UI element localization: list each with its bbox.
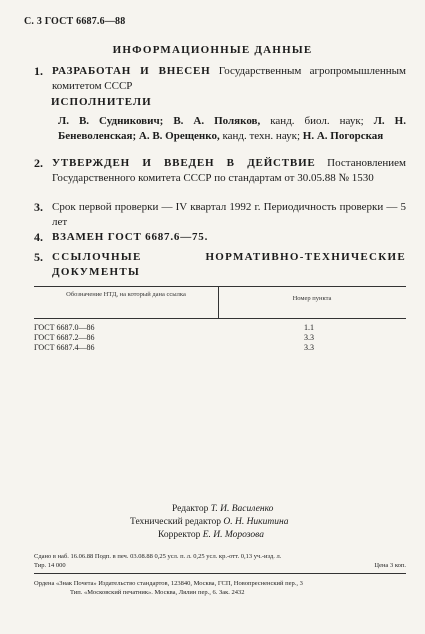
section-number: 5. (34, 250, 43, 264)
table-header-document: Обозначение НТД, на который дана ссылка (66, 291, 186, 298)
table-row (34, 343, 406, 353)
performer-names: Н. А. Погорская (302, 130, 384, 142)
table-cell-clause: 3.3 (304, 343, 314, 352)
tech-editor-label: Технический редактор (130, 517, 221, 527)
table-row (34, 333, 406, 343)
section-number: 1. (34, 64, 43, 78)
section-number: 2. (34, 156, 43, 170)
section-text: Срок первой проверки — IV квартал 1992 г. Периодичность проверки — 5 лет (52, 201, 406, 228)
section-heading: ВЗАМЕН ГОСТ 6687.6—75. (52, 231, 209, 243)
imprint-rule (34, 573, 406, 574)
imprint-circulation: Тир. 14 000 (34, 562, 66, 569)
section-1 (34, 64, 406, 94)
imprint-print-data: Сдано в наб. 16.06.88 Подп. в печ. 03.08.88 0,25 усл. п. л. 0,25 усл. кр.-отт. 0,13 уч.-изд. л. (34, 553, 282, 560)
section-heading: ССЫЛОЧНЫЕ НОРМАТИВНО-ТЕХНИЧЕСКИЕ ДОКУМЕНТЫ (52, 251, 406, 278)
table-row (34, 323, 406, 333)
section-5 (34, 250, 406, 280)
imprint-printer: Тип. «Московский печатник». Москва, Лялин пер., 6. Зак. 2432 (70, 589, 245, 596)
section-text: Государственным агропромышленным комитетом СССР (52, 65, 406, 92)
tech-editor-name: О. Н. Никитина (223, 517, 289, 527)
imprint-price: Цена 3 коп. (374, 562, 406, 569)
performer-names: Л. В. Судникович; В. А. Поляков, (58, 115, 261, 127)
section-text: Постановлением Государственного комитета СССР по стандартам от 30.05.88 № 1530 (52, 157, 407, 184)
performer-names: Л. Н. Беневоленская; А. В. Орещенко, (58, 115, 406, 142)
table-cell-document: ГОСТ 6687.0—86 (34, 323, 95, 332)
table-top-rule (34, 286, 406, 287)
section-heading: УТВЕРЖДЕН И ВВЕДЕН В ДЕЙСТВИЕ (52, 157, 316, 169)
proofreader-name: Е. И. Морозова (202, 530, 264, 540)
performers-list (58, 114, 406, 144)
section-4 (34, 230, 406, 245)
table-cell-clause: 3.3 (304, 333, 314, 342)
table-column-divider (218, 286, 219, 318)
editor-label: Редактор (172, 504, 209, 514)
table-header-clause: Номер пункта (292, 295, 332, 302)
section-heading: РАЗРАБОТАН И ВНЕСЕН (52, 65, 211, 77)
table-cell-clause: 1.1 (304, 323, 314, 332)
proofreader-label: Корректор (158, 530, 201, 540)
section-2 (34, 156, 406, 186)
section-3 (34, 200, 406, 230)
reference-table (34, 286, 406, 358)
proofreader-line (158, 528, 264, 543)
page-header: С. 3 ГОСТ 6687.6—88 (24, 16, 126, 27)
table-cell-document: ГОСТ 6687.2—86 (34, 333, 95, 342)
imprint-publisher: Ордена «Знак Почета» Издательство стандартов, 123840, Москва, ГСП, Новопресненский пер., 3 (34, 580, 303, 587)
section-number: 4. (34, 230, 43, 244)
table-header-rule (34, 318, 406, 319)
page-title: ИНФОРМАЦИОННЫЕ ДАННЫЕ (112, 44, 313, 56)
performer-degree: канд. техн. наук; (222, 130, 301, 142)
performers-heading: ИСПОЛНИТЕЛИ (51, 96, 152, 108)
section-number: 3. (34, 200, 43, 214)
imprint-circulation-row (34, 561, 406, 570)
editor-name: Т. И. Василенко (210, 504, 274, 514)
table-cell-document: ГОСТ 6687.4—86 (34, 343, 95, 352)
performer-degree: канд. биол. наук; (270, 115, 364, 127)
